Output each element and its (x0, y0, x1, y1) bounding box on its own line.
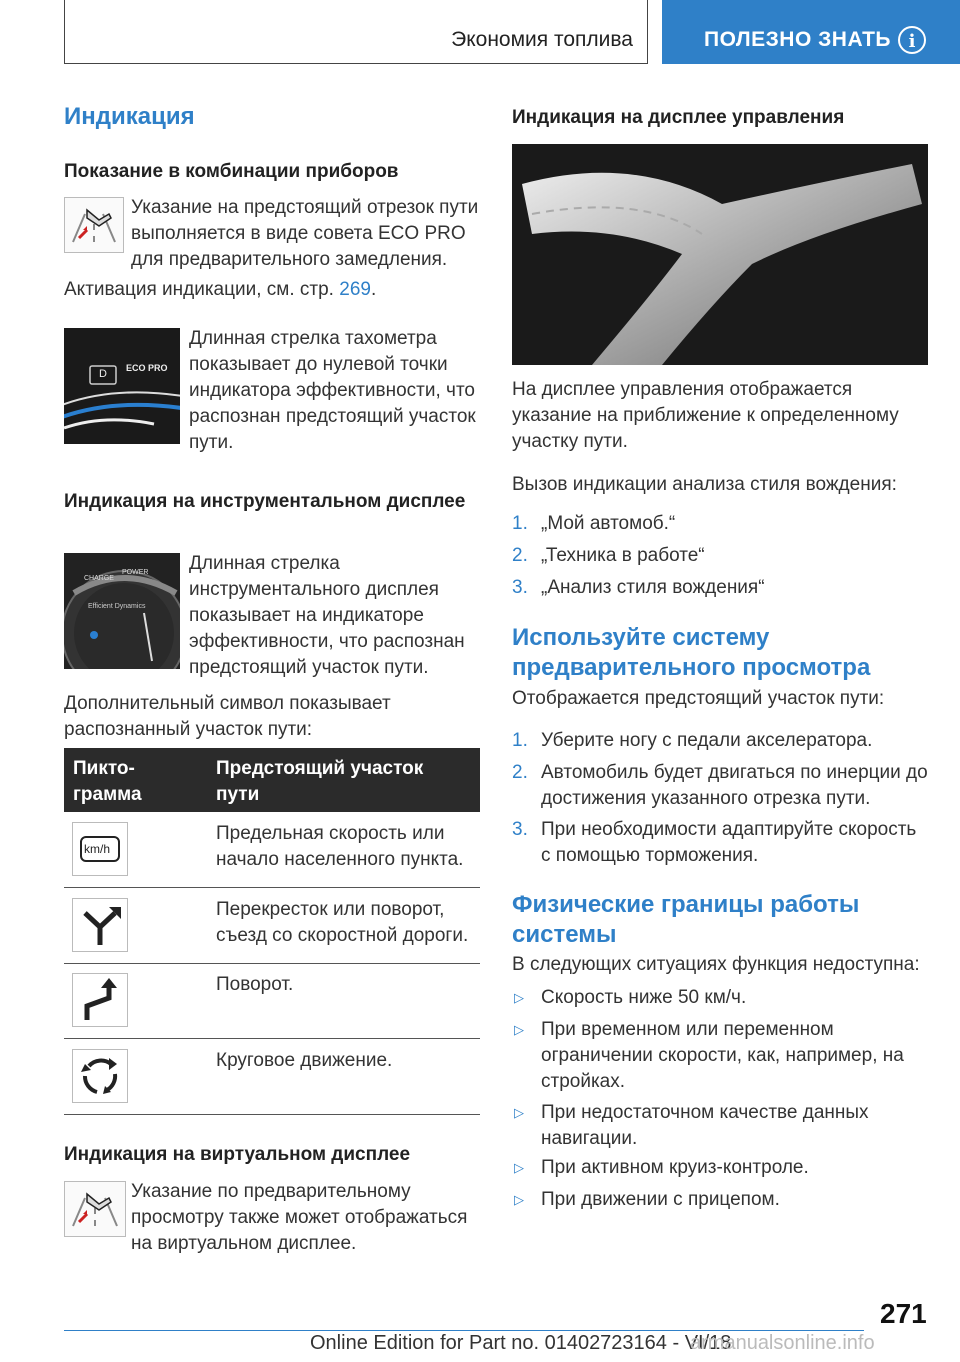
bullet-text: Скорость ниже 50 км/ч. (541, 987, 747, 1008)
cluster-charge-label: CHARGE (84, 575, 114, 582)
page-number: 271 (880, 1298, 927, 1329)
activation-dot: . (370, 279, 377, 300)
footer-edition: Online Edition for Part no. 01402723164 - VI/18 (310, 1332, 732, 1354)
header-tab-label: ПОЛЕЗНО ЗНАТЬ (704, 28, 891, 51)
step-number: 2. (512, 545, 528, 566)
bullet-triangle-icon: ▷ (514, 1160, 524, 1175)
table-divider (64, 963, 480, 964)
header-section-title: Экономия топлива (451, 28, 633, 51)
cluster-power-label: POWER (122, 569, 149, 576)
step-text: Автомобиль будет двигаться по инерции до достижения указанного отрезка пути. (541, 762, 928, 809)
control-display-description: На дисплее управления отображается указание на приближение к определенному участку пути. (512, 379, 899, 452)
activation-text: Активация индикации, см. стр. (64, 279, 334, 300)
speed-limit-icon (72, 822, 128, 876)
heading-indication: Индикация (64, 103, 195, 130)
instrument-display-description: Длинная стрелка инструментального дисплея показывает на индикаторе эффективности, что распознан предстоящий участок пути. (189, 553, 465, 678)
bullet-text: При движении с прицепом. (541, 1189, 780, 1210)
table-row-4-text: Круговое движение. (216, 1050, 393, 1071)
list-item (512, 760, 928, 812)
control-display-photo (512, 144, 928, 365)
gauge-d-label: D (99, 368, 107, 380)
table-header (64, 748, 480, 812)
table-divider (64, 1038, 480, 1039)
step-text: „Анализ стиля вождения“ (541, 577, 765, 598)
table-row-3-text: Поворот. (216, 974, 294, 995)
step-text: Уберите ногу с педали акселератора. (541, 730, 873, 751)
tachometer-photo (64, 328, 180, 444)
list-item (512, 1187, 928, 1213)
list-item (512, 985, 928, 1011)
table-row-1-text: Предельная скорость или начало населенного пункта. (216, 823, 464, 870)
bullet-text: При недостаточном качестве данных навигации. (541, 1102, 869, 1149)
table-row-2-text: Перекресток или поворот, съезд со скоростной дороги. (216, 899, 469, 946)
limits-intro: В следующих ситуациях функция недоступна: (512, 954, 920, 975)
cluster-eff-label: Efficient Dynamics (88, 603, 146, 610)
list-item (512, 1155, 928, 1181)
bullet-triangle-icon: ▷ (514, 1022, 524, 1037)
list-item (512, 1017, 928, 1095)
header-section-box (64, 0, 648, 64)
step-text: „Мой автомоб.“ (541, 513, 676, 534)
junction-icon (72, 898, 128, 952)
step-number: 3. (512, 577, 528, 598)
symbol-description: Дополнительный символ показывает распознанный участок пути: (64, 693, 391, 740)
list-item (512, 1100, 928, 1152)
roundabout-icon (72, 1049, 128, 1103)
call-indication-text: Вызов индикации анализа стиля вождения: (512, 474, 897, 495)
virtual-display-hint-icon (64, 1181, 126, 1237)
eco-pro-hint-icon (64, 197, 124, 253)
step-text: „Техника в работе“ (541, 545, 705, 566)
header-tab-useful[interactable] (662, 0, 960, 64)
activation-line (64, 277, 484, 303)
bullet-text: При временном или переменном ограничении скорости, как, например, на стройках. (541, 1019, 904, 1092)
watermark: armanualsonline.info (690, 1332, 875, 1354)
info-icon[interactable]: i (898, 26, 926, 54)
list-item (512, 728, 928, 754)
km-icon-text: km/h (84, 842, 111, 856)
cluster-description: Указание на предстоящий отрезок пути выполняется в виде совета ECO PRO для предварительного замедления. (131, 197, 479, 270)
tachometer-description: Длинная стрелка тахометра показывает до нулевой точки индикатора эффективности, что распознан предстоящий участок пути. (189, 328, 476, 453)
table-divider (64, 887, 480, 888)
bullet-triangle-icon: ▷ (514, 990, 524, 1005)
bullet-triangle-icon: ▷ (514, 1192, 524, 1207)
step-number: 1. (512, 513, 528, 534)
table-divider (64, 1114, 480, 1115)
gauge-eco-label: ECO PRO (126, 363, 168, 373)
virtual-display-description: Указание по предварительному просмотру также может отображаться на виртуальном дисплее. (131, 1181, 468, 1254)
bullet-triangle-icon: ▷ (514, 1105, 524, 1120)
table-header-section: Предстоящий участок пути (216, 758, 424, 805)
instrument-display-photo (64, 553, 180, 669)
heading-use-preview: Используйте систему предварительного просмотра (512, 624, 871, 681)
subheading-control-display: Индикация на дисплее управления (512, 107, 845, 128)
step-number: 3. (512, 819, 528, 840)
subheading-cluster: Показание в комбинации приборов (64, 161, 399, 182)
step-number: 1. (512, 730, 528, 751)
activation-page-link[interactable]: 269 (339, 279, 371, 300)
heading-limits: Физические границы работы системы (512, 891, 860, 948)
table-header-pictogram: Пикто-грамма (73, 758, 142, 805)
footer-divider (64, 1330, 864, 1331)
shown-section-text: Отображается предстоящий участок пути: (512, 688, 885, 709)
turn-icon (72, 973, 128, 1027)
subheading-instrument-display: Индикация на инструментальном дисплее (64, 491, 466, 512)
subheading-virtual-display: Индикация на виртуальном дисплее (64, 1144, 411, 1165)
list-item (512, 817, 928, 869)
bullet-text: При активном круиз-контроле. (541, 1157, 809, 1178)
step-number: 2. (512, 762, 528, 783)
step-text: При необходимости адаптируйте скорость с помощью торможения. (541, 819, 917, 866)
